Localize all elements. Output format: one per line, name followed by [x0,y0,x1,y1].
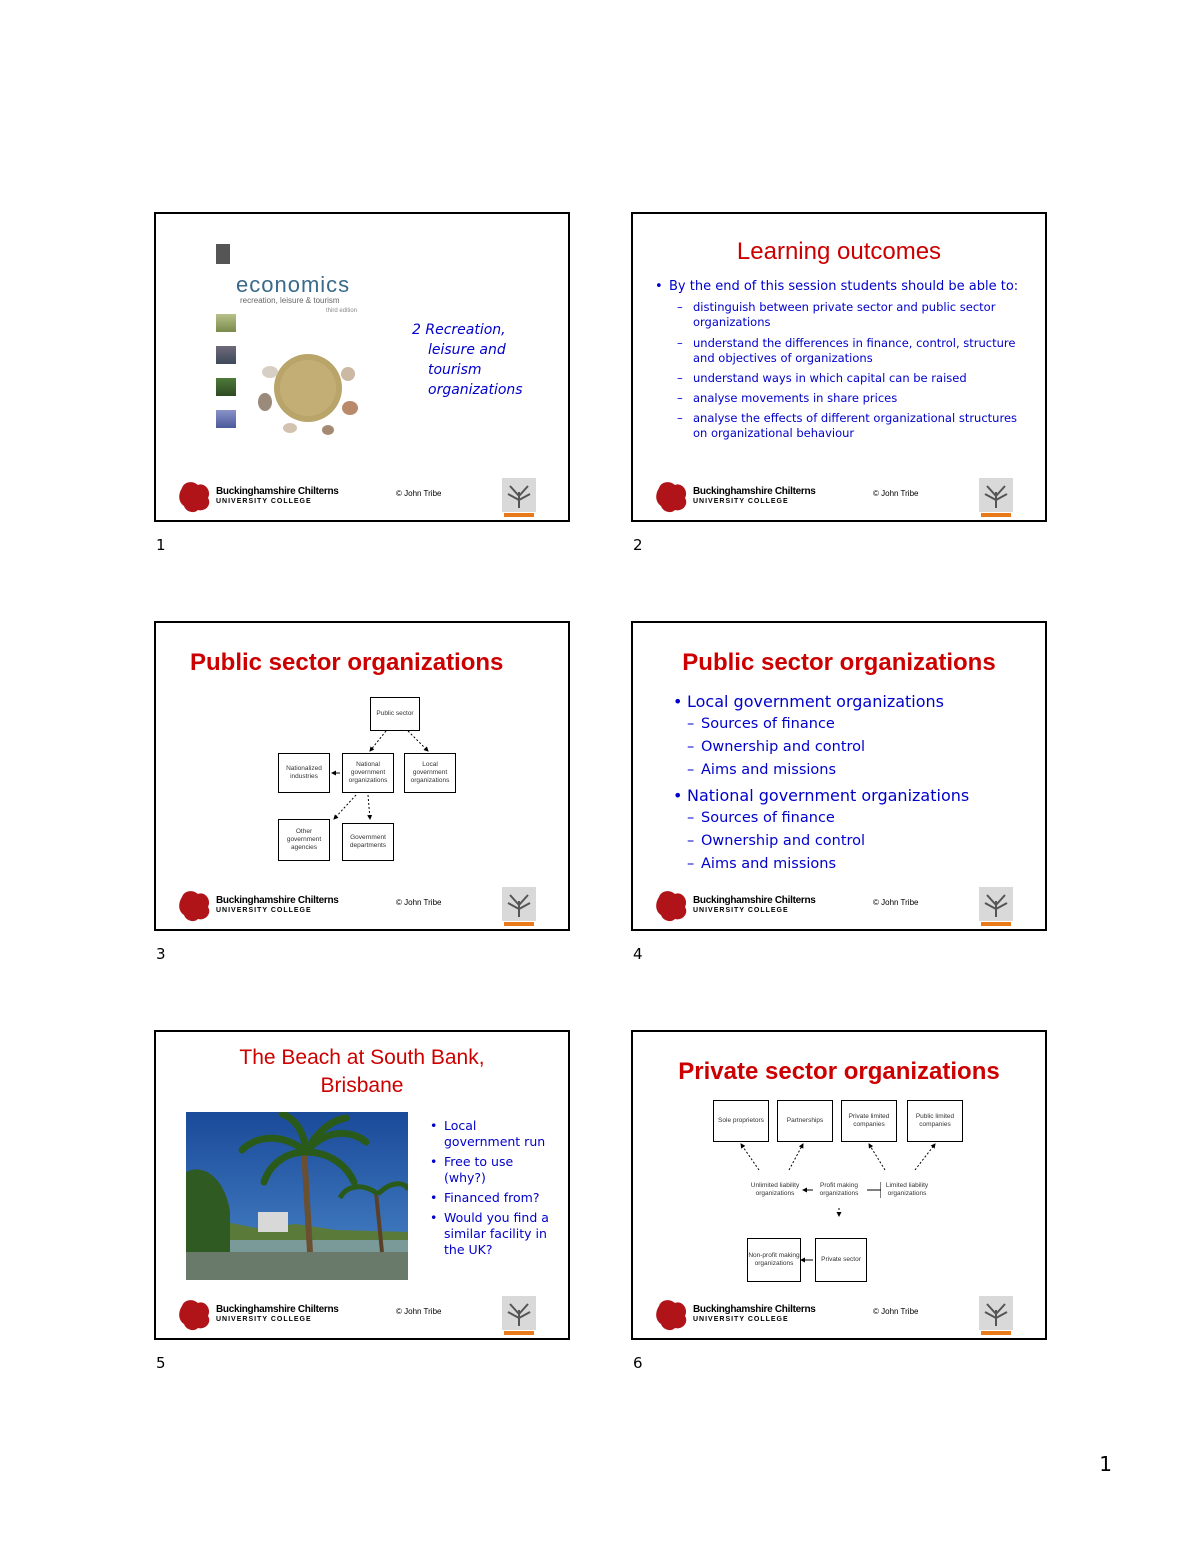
slide-number: 3 [156,945,166,963]
elsevier-tree-logo-icon [979,1296,1013,1336]
institution-name: Buckinghamshire Chilterns [216,1304,339,1315]
outcome-item: – distinguish between private sector and public sector organizations [677,300,996,329]
institution-name: Buckinghamshire Chilterns [693,895,816,906]
public-sector-list [669,691,1029,876]
institution-name: Buckinghamshire Chilterns [216,486,339,497]
outcome-text: understand ways in which capital can be raised [693,371,967,385]
university-logo-icon [176,1298,212,1332]
intro-bullet: • By the end of this session students should be able to: [651,278,1021,295]
subitem-text: Ownership and control [701,739,866,755]
group-bullet: • Local government organizations [669,691,1029,713]
slide-6 [631,1030,1047,1340]
copyright: © John Tribe [873,898,919,907]
label-profit-making: Profit making organizations [813,1172,865,1208]
box-non-profit: Non-profit making organizations [747,1238,801,1282]
institution-name: Buckinghamshire Chilterns [693,486,816,497]
outcome-item: – understand ways in which capital can be raised [677,371,967,385]
slide-title: The Beach at South Bank, Brisbane [239,1046,485,1097]
slide-3 [154,621,570,931]
box-private-limited: Private limited companies [841,1100,897,1142]
copyright: © John Tribe [396,489,442,498]
label-limited-liability: Limited liability organizations [881,1172,933,1208]
outcome-text: analyse movements in share prices [693,391,898,405]
slide-title: Public sector organizations [682,649,996,676]
subtitle-line: tourism [428,362,482,378]
cover-thumbnail-3 [216,378,236,396]
outcome-item: – understand the differences in finance, control, structure and objectives of organizations [677,336,1016,365]
university-logo-icon [653,889,689,923]
learning-outcomes-list [651,278,1021,441]
subitem-text: Aims and missions [701,762,837,778]
university-logo-icon [653,1298,689,1332]
beach-bullet: • Local government run [426,1118,556,1150]
label-unlimited-liability: Unlimited liability organizations [749,1172,801,1208]
group-bullet: • National government organizations [669,785,1029,807]
subitem-text: Sources of finance [701,810,835,826]
outcome-text: understand the differences in finance, control, structure and objectives of organizations [693,336,1016,365]
elsevier-tree-logo-icon [502,887,536,927]
slide-number: 5 [156,1354,166,1372]
cover-thumbnail-4 [216,410,236,428]
page-number: 1 [1099,1452,1112,1476]
slide-4 [631,621,1047,931]
box-government-departments: Government departments [342,823,394,861]
box-sole-proprietors: Sole proprietors [713,1100,769,1142]
group-subitem: – Aims and missions [687,762,837,778]
slide-number: 2 [633,536,643,554]
slide-footer [633,883,1045,929]
outcome-text: distinguish between private sector and public sector organizations [693,300,996,329]
institution-subname: UNIVERSITY COLLEGE [693,1316,789,1323]
subitem-text: Aims and missions [701,856,837,872]
slide-number: 6 [633,1354,643,1372]
slide-footer [633,474,1045,520]
institution-subname: UNIVERSITY COLLEGE [693,498,789,505]
slide-1 [154,212,570,522]
box-nationalized-industries: Nationalized industries [278,753,330,793]
beach-bullet: • Financed from? [426,1190,556,1206]
group-subitem: – Ownership and control [687,739,866,755]
institution-subname: UNIVERSITY COLLEGE [693,907,789,914]
copyright: © John Tribe [873,489,919,498]
book-subtitle: recreation, leisure & tourism [240,296,340,305]
box-public-limited: Public limited companies [907,1100,963,1142]
elsevier-tree-logo-icon [979,887,1013,927]
cover-thumbnail-1 [216,314,236,332]
copyright: © John Tribe [396,898,442,907]
slide-2 [631,212,1047,522]
institution-subname: UNIVERSITY COLLEGE [216,1316,312,1323]
elsevier-tree-logo-icon [502,1296,536,1336]
subtitle-line: leisure and [428,342,506,358]
box-other-agencies: Other government agencies [278,819,330,861]
outcome-item: – analyse movements in share prices [677,391,898,405]
slide-footer [156,1292,568,1338]
slide-footer [156,883,568,929]
elsevier-tree-logo-icon [502,478,536,518]
slide-footer [633,1292,1045,1338]
institution-subname: UNIVERSITY COLLEGE [216,907,312,914]
cover-thumbnail-2 [216,346,236,364]
subitem-text: Sources of finance [701,716,835,732]
group-subitem: – Sources of finance [687,810,835,826]
box-private-sector: Private sector [815,1238,867,1282]
slide-footer [156,474,568,520]
box-local-government: Local government organizations [404,753,456,793]
institution-name: Buckinghamshire Chilterns [216,895,339,906]
elsevier-tree-logo-icon [979,478,1013,518]
group-subitem: – Sources of finance [687,716,835,732]
box-public-sector: Public sector [370,697,420,731]
slide-1-subtitle [412,320,523,400]
cover-image-shells [250,332,370,442]
group-subitem: – Ownership and control [687,833,866,849]
university-logo-icon [653,480,689,514]
copyright: © John Tribe [396,1307,442,1316]
subtitle-line: organizations [428,382,523,398]
subitem-text: Ownership and control [701,833,866,849]
beach-bullet: • Free to use (why?) [426,1154,556,1186]
beach-photo [186,1112,408,1280]
slide-5 [154,1030,570,1340]
book-title: economics [236,272,351,297]
institution-subname: UNIVERSITY COLLEGE [216,498,312,505]
slide-number: 4 [633,945,643,963]
university-logo-icon [176,480,212,514]
slide-number: 1 [156,536,166,554]
box-national-government: National government organizations [342,753,394,793]
outcome-text: analyse the effects of different organizational structures on organizational behaviour [693,411,1018,440]
group-subitem: – Aims and missions [687,856,837,872]
university-logo-icon [176,889,212,923]
outcome-item: – analyse the effects of different organizational structures on organizational behaviour [677,411,1018,440]
book-edition: third edition [326,308,358,314]
beach-bullet: • Would you find a similar facility in the UK? [426,1210,556,1258]
slide-title: Private sector organizations [678,1058,1000,1085]
box-partnerships: Partnerships [777,1100,833,1142]
slide-title: Public sector organizations [190,649,504,676]
beach-bullets [426,1118,556,1258]
subtitle-line: 2 Recreation, [412,322,506,338]
slide-title: Learning outcomes [736,238,942,265]
institution-name: Buckinghamshire Chilterns [693,1304,816,1315]
copyright: © John Tribe [873,1307,919,1316]
publisher-logo-icon [216,244,230,264]
